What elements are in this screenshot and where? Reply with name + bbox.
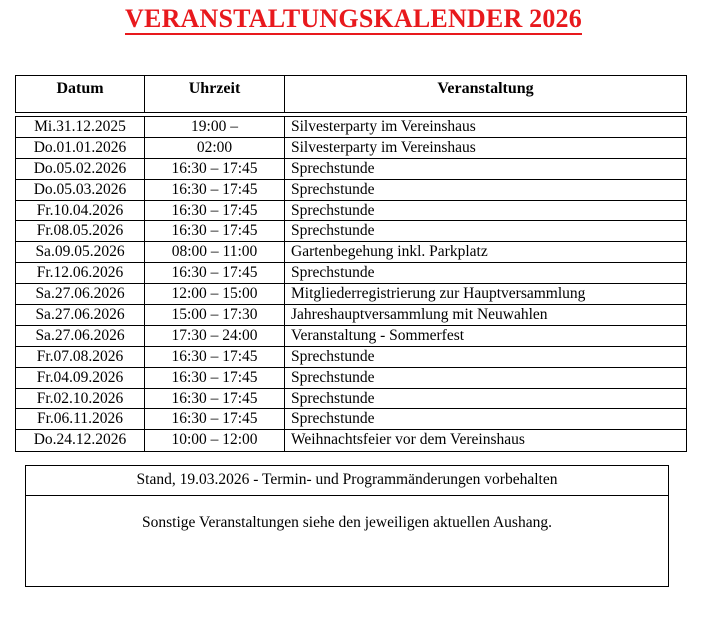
page-title-text: VERANSTALTUNGSKALENDER 2026	[125, 4, 582, 33]
table-row	[16, 409, 686, 430]
table-row	[16, 430, 686, 451]
footer-status: Stand, 19.03.2026 - Termin- und Programmänderungen vorbehalten	[26, 466, 668, 496]
cell-event: Weihnachtsfeier vor dem Vereinshaus	[291, 431, 525, 449]
cell-date: Fr.06.11.2026	[16, 409, 145, 429]
cell-date: Fr.02.10.2026	[16, 389, 145, 409]
cell-event: Sprechstunde	[291, 389, 375, 407]
cell-date: Do.01.01.2026	[16, 138, 145, 158]
table-row	[16, 368, 686, 389]
cell-time: 16:30 – 17:45	[145, 409, 285, 429]
cell-event: Gartenbegehung inkl. Parkplatz	[291, 243, 488, 261]
cell-event: Sprechstunde	[291, 180, 375, 198]
cell-time: 17:30 – 24:00	[145, 326, 285, 346]
cell-event: Sprechstunde	[291, 159, 375, 177]
table-row	[16, 138, 686, 159]
cell-time: 10:00 – 12:00	[145, 430, 285, 451]
table-row	[16, 201, 686, 222]
cell-event: Jahreshauptversammlung mit Neuwahlen	[291, 306, 548, 324]
cell-event: Sprechstunde	[291, 264, 375, 282]
cell-event: Sprechstunde	[291, 410, 375, 428]
cell-time: 16:30 – 17:45	[145, 180, 285, 200]
header-time: Uhrzeit	[145, 76, 285, 112]
footer-box	[25, 465, 669, 587]
table-row	[16, 242, 686, 263]
cell-time: 16:30 – 17:45	[145, 389, 285, 409]
header-event: Veranstaltung	[437, 80, 534, 97]
cell-time: 16:30 – 17:45	[145, 159, 285, 179]
table-row	[16, 159, 686, 180]
page-title	[0, 4, 707, 35]
table-row	[16, 326, 686, 347]
cell-date: Sa.27.06.2026	[16, 284, 145, 304]
cell-date: Fr.04.09.2026	[16, 368, 145, 388]
cell-date: Do.05.03.2026	[16, 180, 145, 200]
cell-date: Fr.08.05.2026	[16, 221, 145, 241]
table-header	[15, 75, 687, 113]
cell-time: 19:00 –	[145, 117, 285, 137]
cell-date: Sa.09.05.2026	[16, 242, 145, 262]
table-row	[16, 117, 686, 138]
cell-time: 08:00 – 11:00	[145, 242, 285, 262]
cell-event: Mitgliederregistrierung zur Hauptversammlung	[291, 285, 586, 303]
cell-event: Silvesterparty im Vereinshaus	[291, 118, 476, 135]
cell-time: 16:30 – 17:45	[145, 201, 285, 221]
cell-time: 16:30 – 17:45	[145, 347, 285, 367]
cell-date: Do.05.02.2026	[16, 159, 145, 179]
cell-event: Sprechstunde	[291, 347, 375, 365]
cell-time: 15:00 – 17:30	[145, 305, 285, 325]
cell-date: Fr.10.04.2026	[16, 201, 145, 221]
cell-date: Mi.31.12.2025	[16, 117, 145, 137]
cell-event: Sprechstunde	[291, 368, 375, 386]
cell-date: Fr.12.06.2026	[16, 263, 145, 283]
cell-date: Fr.07.08.2026	[16, 347, 145, 367]
table-row	[16, 347, 686, 368]
cell-event: Sprechstunde	[291, 201, 375, 219]
table-row	[16, 389, 686, 410]
table-row	[16, 221, 686, 242]
cell-time: 12:00 – 15:00	[145, 284, 285, 304]
cell-date: Sa.27.06.2026	[16, 326, 145, 346]
table-row	[16, 263, 686, 284]
footer-note: Sonstige Veranstaltungen siehe den jeweiligen aktuellen Aushang.	[142, 514, 552, 531]
cell-event: Veranstaltung - Sommerfest	[291, 326, 465, 344]
table-row	[16, 284, 686, 305]
cell-date: Sa.27.06.2026	[16, 305, 145, 325]
cell-time: 16:30 – 17:45	[145, 368, 285, 388]
cell-event: Silvesterparty im Vereinshaus	[291, 138, 476, 156]
cell-event: Sprechstunde	[291, 222, 375, 240]
cell-time: 16:30 – 17:45	[145, 221, 285, 241]
table-row	[16, 305, 686, 326]
table-row	[16, 180, 686, 201]
event-table	[15, 116, 687, 452]
cell-time: 02:00	[145, 138, 285, 158]
header-date: Datum	[16, 76, 145, 112]
cell-date: Do.24.12.2026	[16, 430, 145, 451]
cell-time: 16:30 – 17:45	[145, 263, 285, 283]
